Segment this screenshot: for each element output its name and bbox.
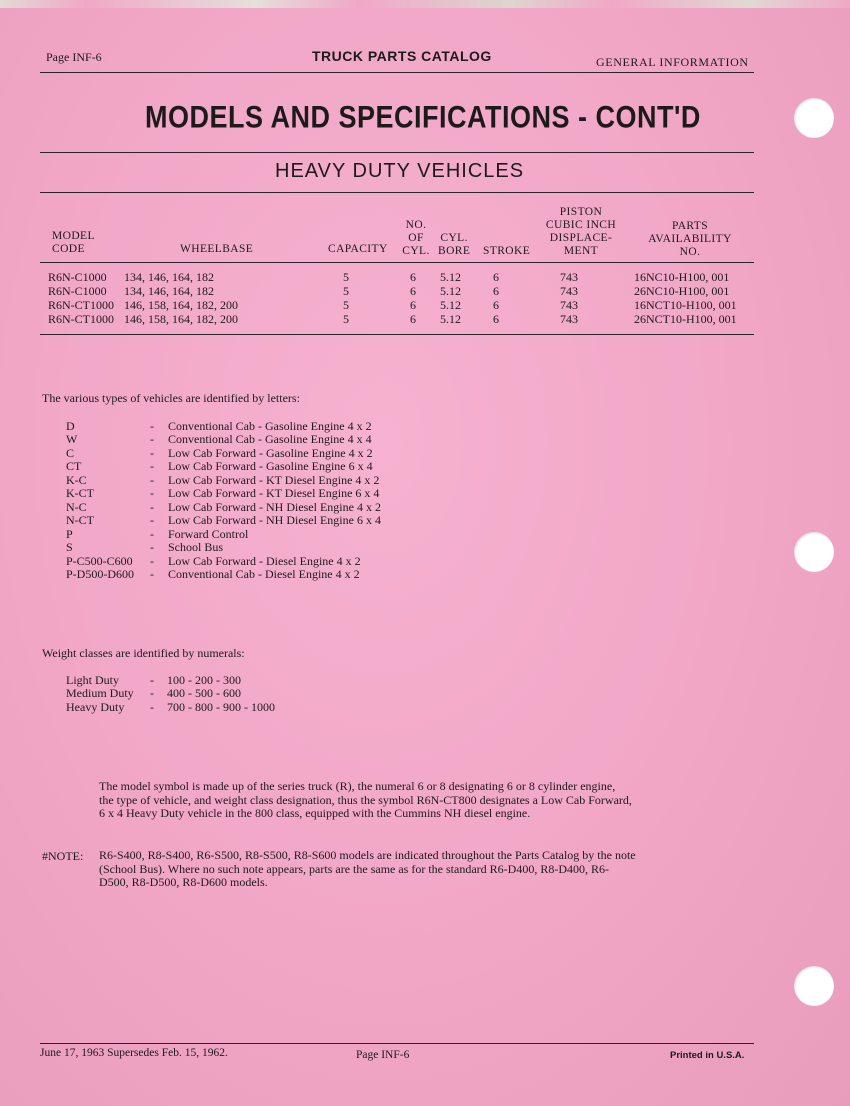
cell-displacement: 743 <box>560 312 578 326</box>
cell-displacement: 743 <box>560 298 578 312</box>
title-rule <box>40 152 754 153</box>
cell-wheelbase: 134, 146, 164, 182 <box>124 270 214 284</box>
binder-hole-bottom <box>794 966 834 1006</box>
cell-cyl: 6 <box>410 284 416 298</box>
weight-dash: - <box>150 673 154 687</box>
cell-stroke: 6 <box>493 270 499 284</box>
cell-displacement: 743 <box>560 284 578 298</box>
type-description: Conventional Cab - Diesel Engine 4 x 2 <box>168 567 360 581</box>
type-dash: - <box>150 513 154 527</box>
footer-date: June 17, 1963 Supersedes Feb. 15, 1962. <box>40 1047 228 1059</box>
type-description: Forward Control <box>168 527 249 541</box>
type-letter: P-C500-C600 <box>66 554 133 568</box>
weight-intro: Weight classes are identified by numerals: <box>42 646 245 660</box>
type-dash: - <box>150 500 154 514</box>
cell-cyl: 6 <box>410 270 416 284</box>
table-header-rule <box>40 262 754 263</box>
type-letter: N-C <box>66 500 87 514</box>
footer-rule <box>40 1043 754 1044</box>
weight-class-name: Heavy Duty <box>66 700 125 714</box>
table-row <box>0 284 850 298</box>
type-description: Conventional Cab - Gasoline Engine 4 x 2 <box>168 419 372 433</box>
type-description: Low Cab Forward - NH Diesel Engine 6 x 4 <box>168 513 381 527</box>
type-description: Conventional Cab - Gasoline Engine 4 x 4 <box>168 432 372 446</box>
note-text: R6-S400, R8-S400, R6-S500, R8-S500, R8-S600 models are indicated throughout the Parts Catalog by the note (School Bus). Where no such note appears, parts are the same as for the standard R6-D400, R8-D400, R6- D500, R8-D500, R8-D600 models. <box>99 848 636 889</box>
type-dash: - <box>150 446 154 460</box>
cell-capacity: 5 <box>343 312 349 326</box>
type-letter: W <box>66 432 78 446</box>
col-header-model-code: MODEL CODE <box>52 230 95 255</box>
weight-class-name: Light Duty <box>66 673 119 687</box>
table-row <box>0 298 850 312</box>
table-bottom-rule <box>40 334 754 335</box>
type-description: Low Cab Forward - NH Diesel Engine 4 x 2 <box>168 500 381 514</box>
type-description: Low Cab Forward - KT Diesel Engine 4 x 2 <box>168 473 380 487</box>
type-dash: - <box>150 554 154 568</box>
weight-class-values: 100 - 200 - 300 <box>167 673 241 687</box>
type-dash: - <box>150 419 154 433</box>
type-description: Low Cab Forward - Gasoline Engine 4 x 2 <box>168 446 373 460</box>
types-intro: The various types of vehicles are identified by letters: <box>42 391 300 405</box>
cell-model: R6N-CT1000 <box>48 312 114 326</box>
subtitle-rule <box>40 192 754 193</box>
type-letter: C <box>66 446 75 460</box>
type-dash: - <box>150 567 154 581</box>
note-label: #NOTE: <box>42 849 84 863</box>
col-header-wheelbase: WHEELBASE <box>180 243 254 255</box>
cell-stroke: 6 <box>493 312 499 326</box>
type-letter: D <box>66 419 75 433</box>
type-description: School Bus <box>168 540 224 554</box>
type-description: Low Cab Forward - KT Diesel Engine 6 x 4 <box>168 486 380 500</box>
cell-bore: 5.12 <box>440 312 461 326</box>
torn-top-edge <box>0 0 850 8</box>
type-dash: - <box>150 459 154 473</box>
section-subtitle: HEAVY DUTY VEHICLES <box>275 160 525 182</box>
col-header-stroke: STROKE <box>483 245 531 257</box>
col-header-cyl: NO. OF CYL. <box>402 219 430 257</box>
cell-bore: 5.12 <box>440 270 461 284</box>
col-header-bore: CYL. BORE <box>438 232 471 257</box>
type-letter: CT <box>66 459 82 473</box>
cell-cyl: 6 <box>410 298 416 312</box>
cell-displacement: 743 <box>560 270 578 284</box>
type-letter: P-D500-D600 <box>66 567 134 581</box>
table-row <box>0 270 850 284</box>
cell-model: R6N-C1000 <box>48 270 107 284</box>
binder-hole-top <box>794 98 834 138</box>
cell-stroke: 6 <box>493 284 499 298</box>
cell-capacity: 5 <box>343 284 349 298</box>
weight-dash: - <box>150 700 154 714</box>
cell-bore: 5.12 <box>440 284 461 298</box>
type-letter: S <box>66 540 73 554</box>
cell-model: R6N-C1000 <box>48 284 107 298</box>
table-row <box>0 312 850 326</box>
section-name: GENERAL INFORMATION <box>596 55 749 69</box>
cell-parts: 26NC10-H100, 001 <box>634 284 730 298</box>
cell-wheelbase: 134, 146, 164, 182 <box>124 284 214 298</box>
type-description: Low Cab Forward - Diesel Engine 4 x 2 <box>168 554 361 568</box>
col-header-displacement: PISTON CUBIC INCH DISPLACE- MENT <box>545 206 617 257</box>
cell-capacity: 5 <box>343 298 349 312</box>
page-title: MODELS AND SPECIFICATIONS - CONT'D <box>145 100 701 135</box>
cell-cyl: 6 <box>410 312 416 326</box>
footer-page-number: Page INF-6 <box>356 1049 410 1061</box>
cell-parts: 16NCT10-H100, 001 <box>634 298 737 312</box>
type-dash: - <box>150 473 154 487</box>
header-rule <box>40 72 754 73</box>
weight-class-values: 700 - 800 - 900 - 1000 <box>167 700 275 714</box>
cell-parts: 26NCT10-H100, 001 <box>634 312 737 326</box>
catalog-title: TRUCK PARTS CATALOG <box>312 48 492 64</box>
type-dash: - <box>150 486 154 500</box>
type-dash: - <box>150 527 154 541</box>
col-header-parts: PARTS AVAILABILITY NO. <box>648 220 732 258</box>
cell-capacity: 5 <box>343 270 349 284</box>
type-letter: N-CT <box>66 513 94 527</box>
weight-dash: - <box>150 686 154 700</box>
cell-wheelbase: 146, 158, 164, 182, 200 <box>124 312 238 326</box>
cell-wheelbase: 146, 158, 164, 182, 200 <box>124 298 238 312</box>
model-symbol-paragraph: The model symbol is made up of the series truck (R), the numeral 6 or 8 designating 6 or 8 cylinder engine, the type of vehicle, and weight class designation, thus the symbol R6N-CT800 designates a Low Cab Forward, 6 x 4 Heavy Duty vehicle in the 800 class, equipped with the Cummins NH diesel engine. <box>99 779 632 820</box>
header-page-number: Page INF-6 <box>46 50 102 64</box>
weight-class-name: Medium Duty <box>66 686 134 700</box>
col-header-capacity: CAPACITY <box>328 243 388 255</box>
type-letter: P <box>66 527 73 541</box>
cell-bore: 5.12 <box>440 298 461 312</box>
binder-hole-middle <box>794 532 834 572</box>
cell-parts: 16NC10-H100, 001 <box>634 270 730 284</box>
type-dash: - <box>150 432 154 446</box>
printed-in-usa: Printed in U.S.A. <box>670 1050 745 1061</box>
type-description: Low Cab Forward - Gasoline Engine 6 x 4 <box>168 459 373 473</box>
weight-class-values: 400 - 500 - 600 <box>167 686 241 700</box>
type-letter: K-C <box>66 473 87 487</box>
type-letter: K-CT <box>66 486 94 500</box>
cell-stroke: 6 <box>493 298 499 312</box>
type-dash: - <box>150 540 154 554</box>
cell-model: R6N-CT1000 <box>48 298 114 312</box>
